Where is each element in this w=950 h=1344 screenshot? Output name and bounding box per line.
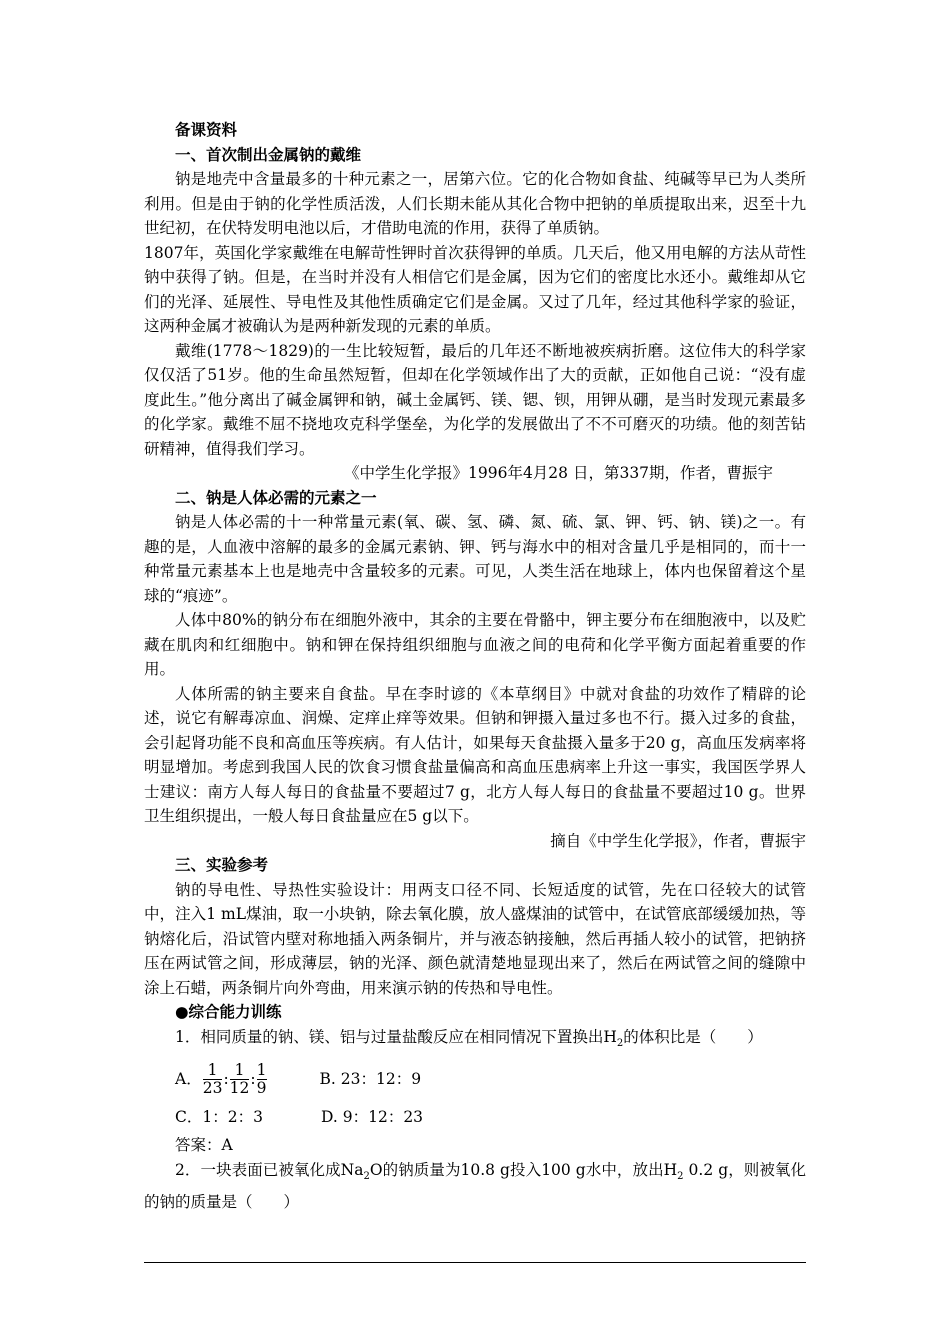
question-2	[144, 1158, 806, 1214]
fraction-3	[257, 1062, 267, 1097]
section-2-citation: 摘自《中学生化学报》，作者，曹振宇	[550, 831, 806, 850]
fraction-2-numerator: 1	[234, 1060, 245, 1079]
answer-row	[175, 1132, 806, 1158]
section-2-paragraph-2: 人体中80%的钠分布在细胞外液中，其余的主要在骨骼中，钾主要分布在细胞液中，以及贮藏在肌肉和红细胞中。钠和钾在保持组织细胞与血液之间的电荷和化学平衡方面起着重要的作用。	[144, 611, 806, 678]
section-2-paragraph-1: 钠是人体必需的十一种常量元素(氧、碳、氢、磷、氮、硫、氯、钾、钙、钠、镁)之一。有趣的是，人血液中溶解的最多的金属元素钠、钾、钙与海水中的相对含量几乎是相同的，而十一种常量元素基本上也是地壳中含量较多的元素。可见，人类生活在地球上，体内也保留着这个星球的“痕迹”。	[144, 513, 806, 605]
options-row-ab	[175, 1056, 806, 1102]
question-2-part-a: 2．一块表面已被氧化成Na	[175, 1161, 364, 1180]
options-row-cd	[175, 1102, 806, 1132]
question-2-part-c: 0.2 g，则被氧化的钠的质量是（ ）	[144, 1161, 806, 1211]
option-a-label: A．	[175, 1069, 202, 1088]
fraction-2-denominator: 12	[229, 1078, 250, 1097]
question-1-stem-a: 1．相同质量的钠、镁、铝与过量盐酸反应在相同情况下置换出H	[175, 1027, 617, 1046]
footer-rule	[144, 1262, 806, 1263]
section-1-paragraph-1: 钠是地壳中含量最多的十种元素之一，居第六位。它的化合物如食盐、纯碱等早已为人类所利用。但是由于钠的化学性质活泼，人们长期未能从其化合物中把钠的单质提取出来，迟至十九世纪初，在伏特发明电池以后，才借助电流的作用，获得了单质钠。	[144, 170, 806, 237]
fraction-2	[230, 1062, 250, 1097]
section-2-heading: 二、钠是人体必需的元素之一	[175, 487, 377, 507]
question-1-stem-b: 的体积比是（ ）	[623, 1027, 763, 1046]
fraction-3-denominator: 9	[256, 1078, 267, 1097]
option-d: D. 9：12：23	[321, 1107, 424, 1126]
question-1-answer: 答案：A	[175, 1135, 233, 1154]
question-1-options	[144, 1056, 806, 1158]
question-2-subscript-1: 2	[363, 1171, 370, 1183]
section-1-heading: 一、首次制出金属钠的戴维	[175, 144, 362, 164]
option-c: C．1：2：3	[175, 1107, 263, 1126]
question-1-stem	[144, 1025, 806, 1057]
section-1-paragraph-3: 戴维(1778～1829)的一生比较短暂，最后的几年还不断地被疾病折磨。这位伟大的科学家仅仅活了51岁。他的生命虽然短暂，但却在化学领域作出了大的贡献，正如他自己说：“没有虚度此生。”他分离出了碱金属钾和钠，碱土金属钙、镁、锶、钡，用钾从硼，是当时发现元素最多的化学家。戴维不屈不挠地攻克科学堡垒，为化学的发展做出了不不可磨灭的功绩。他的刻苦钻研精神，值得我们学习。	[144, 341, 806, 458]
section-1-citation: 《中学生化学报》1996年4月28 日，第337期，作者，曹振宇	[344, 464, 774, 482]
section-3-heading: 三、实验参考	[175, 855, 269, 874]
fraction-3-numerator: 1	[256, 1060, 267, 1079]
fraction-1-numerator: 1	[207, 1060, 218, 1079]
fraction-1	[203, 1062, 223, 1097]
doc-title: 备课资料	[175, 120, 238, 139]
section-1-paragraph-2: 1807年，英国化学家戴维在电解苛性钾时首次获得钾的单质。几天后，他又用电解的方法从苛性钠中获得了钠。但是，在当时并没有人相信它们是金属，因为它们的密度比水还小。戴维却从它们的光泽、延展性、导电性及其他性质确定它们是金属。又过了几年，经过其他科学家的验证，这两种金属才被确认为是两种新发现的元素的单质。	[144, 243, 806, 335]
ratio-colon-2: :	[250, 1069, 256, 1088]
fraction-1-denominator: 23	[202, 1078, 223, 1097]
question-2-part-b: O的钠质量为10.8 g投入100 g水中，放出H	[369, 1161, 678, 1180]
section-2-paragraph-3: 人体所需的钠主要来自食盐。早在李时谚的《本草纲目》中就对食盐的功效作了精辟的论述，说它有解毒凉血、润燥、定痒止痒等效果。但钠和钾摄入量过多也不行。摄入过多的食盐，会引起肾功能不良和高血压等疾病。有人估计，如果每天食盐摄入量多于20 g，高血压发病率将明显增加。考虑到我国人民的饮食习惯食盐量偏高和高血压患病率上升这一事实，我国医学界人士建议：南方人每人每日的食盐量不要超过7 g，北方人每人每日的食盐量不要超过10 g。世界卫生组织提出，一般人每日食盐量应在5 g以下。	[144, 684, 806, 825]
question-2-subscript-2: 2	[677, 1171, 684, 1183]
section-3-paragraph-1: 钠的导电性、导热性实验设计：用两支口径不同、长短适度的试管，先在口径较大的试管中，注入1 mL煤油，取一小块钠，除去氧化膜，放人盛煤油的试管中，在试管底部缓缓加热，等钠熔化后，沿试管内壁对称地插入两条铜片，并与液态钠接触，然后再插人较小的试管，把钠挤压在两试管之间，形成薄层，钠的光泽、颜色就清楚地显现出来了，然后在两试管之间的缝隙中 涂上石蜡，两条铜片向外弯曲，用来演示钠的传热和导电性。	[144, 880, 806, 997]
document-page	[144, 118, 806, 1214]
ratio-colon-1: :	[223, 1069, 229, 1088]
section-4-heading: ●综合能力训练	[175, 1002, 282, 1021]
option-b: B. 23：12：9	[319, 1069, 422, 1088]
question-1-stem-subscript: 2	[616, 1037, 624, 1049]
